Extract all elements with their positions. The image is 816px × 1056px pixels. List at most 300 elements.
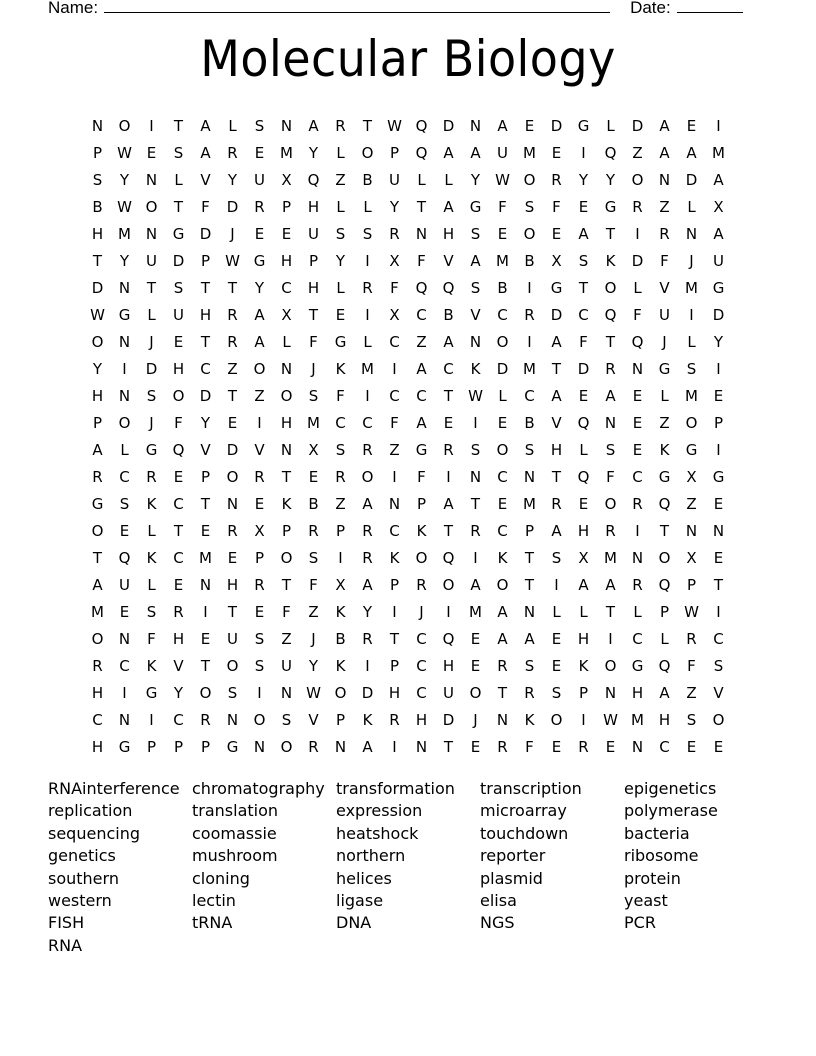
grid-letter[interactable]: E	[686, 738, 697, 756]
grid-letter[interactable]: I	[257, 684, 262, 702]
grid-letter[interactable]: R	[443, 441, 454, 459]
name-field[interactable]	[104, 0, 610, 13]
grid-letter[interactable]: H	[442, 225, 455, 243]
grid-letter[interactable]: E	[713, 495, 724, 513]
grid-letter[interactable]: H	[577, 630, 590, 648]
grid-letter[interactable]: A	[470, 144, 481, 162]
grid-letter[interactable]: T	[281, 576, 292, 594]
grid-letter[interactable]: B	[497, 279, 508, 297]
grid-letter[interactable]: A	[254, 333, 265, 351]
grid-letter[interactable]: V	[173, 657, 184, 675]
grid-letter[interactable]: W	[306, 684, 321, 702]
grid-letter[interactable]: I	[554, 576, 559, 594]
grid-letter[interactable]: N	[658, 171, 671, 189]
grid-letter[interactable]: C	[119, 468, 130, 486]
grid-letter[interactable]: N	[145, 171, 158, 189]
grid-letter[interactable]: O	[334, 684, 347, 702]
grid-letter[interactable]: T	[173, 117, 184, 135]
grid-letter[interactable]: N	[604, 414, 617, 432]
grid-letter[interactable]: O	[361, 144, 374, 162]
grid-letter[interactable]: R	[497, 738, 508, 756]
grid-letter[interactable]: I	[392, 603, 397, 621]
grid-letter[interactable]: A	[524, 630, 535, 648]
grid-letter[interactable]: X	[551, 252, 562, 270]
grid-letter[interactable]: O	[442, 576, 455, 594]
grid-letter[interactable]: P	[713, 414, 724, 432]
grid-letter[interactable]: Y	[254, 279, 265, 297]
grid-letter[interactable]: U	[146, 252, 157, 270]
grid-letter[interactable]: C	[659, 738, 670, 756]
grid-letter[interactable]: O	[604, 495, 617, 513]
grid-letter[interactable]: Z	[281, 630, 292, 648]
grid-letter[interactable]: J	[662, 333, 667, 351]
grid-letter[interactable]: L	[660, 630, 669, 648]
grid-letter[interactable]: A	[551, 387, 562, 405]
grid-letter[interactable]: R	[605, 522, 616, 540]
grid-letter[interactable]: P	[686, 576, 697, 594]
grid-letter[interactable]: P	[335, 711, 346, 729]
grid-letter[interactable]: E	[470, 630, 481, 648]
grid-letter[interactable]: M	[280, 144, 293, 162]
grid-letter[interactable]: V	[200, 441, 211, 459]
grid-letter[interactable]: T	[470, 495, 481, 513]
grid-letter[interactable]: C	[632, 630, 643, 648]
grid-letter[interactable]: F	[309, 576, 318, 594]
grid-letter[interactable]: I	[473, 414, 478, 432]
grid-letter[interactable]: A	[443, 144, 454, 162]
grid-letter[interactable]: L	[687, 333, 696, 351]
grid-letter[interactable]: O	[253, 360, 266, 378]
grid-letter[interactable]: L	[174, 171, 183, 189]
grid-letter[interactable]: C	[389, 387, 400, 405]
grid-letter[interactable]: D	[172, 252, 185, 270]
grid-letter[interactable]: C	[578, 306, 589, 324]
grid-letter[interactable]: H	[226, 576, 239, 594]
grid-letter[interactable]: T	[227, 387, 238, 405]
grid-letter[interactable]: H	[631, 684, 644, 702]
grid-letter[interactable]: S	[470, 225, 481, 243]
grid-letter[interactable]: W	[468, 387, 483, 405]
grid-letter[interactable]: W	[603, 711, 618, 729]
grid-letter[interactable]: I	[716, 117, 721, 135]
grid-letter[interactable]: Q	[658, 657, 671, 675]
grid-letter[interactable]: L	[660, 387, 669, 405]
grid-letter[interactable]: P	[416, 495, 427, 513]
grid-letter[interactable]: P	[389, 657, 400, 675]
grid-letter[interactable]: B	[362, 171, 373, 189]
grid-letter[interactable]: K	[416, 522, 427, 540]
grid-letter[interactable]: L	[120, 441, 129, 459]
grid-letter[interactable]: I	[581, 711, 586, 729]
grid-letter[interactable]: C	[497, 522, 508, 540]
grid-letter[interactable]: R	[227, 144, 238, 162]
grid-letter[interactable]: J	[311, 630, 316, 648]
grid-letter[interactable]: G	[712, 468, 725, 486]
grid-letter[interactable]: R	[389, 711, 400, 729]
grid-letter[interactable]: D	[199, 387, 212, 405]
grid-letter[interactable]: H	[91, 387, 104, 405]
grid-letter[interactable]: L	[606, 117, 615, 135]
grid-letter[interactable]: Y	[470, 171, 481, 189]
grid-letter[interactable]: S	[308, 549, 319, 567]
grid-letter[interactable]: A	[497, 603, 508, 621]
grid-letter[interactable]: S	[362, 225, 373, 243]
grid-letter[interactable]: N	[604, 684, 617, 702]
grid-letter[interactable]: A	[659, 684, 670, 702]
grid-letter[interactable]: K	[146, 495, 157, 513]
grid-letter[interactable]: N	[523, 603, 536, 621]
grid-letter[interactable]: N	[685, 225, 698, 243]
grid-letter[interactable]: O	[91, 522, 104, 540]
grid-letter[interactable]: G	[712, 279, 725, 297]
grid-letter[interactable]: K	[578, 657, 589, 675]
grid-letter[interactable]: M	[685, 279, 698, 297]
grid-letter[interactable]: Q	[604, 306, 617, 324]
grid-letter[interactable]: K	[281, 495, 292, 513]
grid-letter[interactable]: K	[389, 549, 400, 567]
grid-letter[interactable]: A	[497, 117, 508, 135]
grid-letter[interactable]: I	[149, 711, 154, 729]
grid-letter[interactable]: G	[91, 495, 104, 513]
grid-letter[interactable]: I	[716, 360, 721, 378]
grid-letter[interactable]: O	[361, 468, 374, 486]
grid-letter[interactable]: L	[147, 522, 156, 540]
grid-letter[interactable]: C	[389, 522, 400, 540]
grid-letter[interactable]: Q	[658, 576, 671, 594]
grid-letter[interactable]: S	[173, 144, 184, 162]
grid-letter[interactable]: L	[228, 117, 237, 135]
grid-letter[interactable]: N	[145, 225, 158, 243]
word-search-grid[interactable]	[84, 113, 732, 761]
grid-letter[interactable]: R	[146, 468, 157, 486]
grid-letter[interactable]: B	[443, 306, 454, 324]
grid-letter[interactable]: A	[200, 117, 211, 135]
grid-letter[interactable]: T	[389, 630, 400, 648]
grid-letter[interactable]: O	[523, 225, 536, 243]
grid-letter[interactable]: L	[336, 279, 345, 297]
grid-letter[interactable]: A	[443, 198, 454, 216]
grid-letter[interactable]: U	[281, 657, 292, 675]
grid-letter[interactable]: X	[281, 171, 292, 189]
grid-letter[interactable]: O	[658, 549, 671, 567]
grid-letter[interactable]: S	[686, 711, 697, 729]
grid-letter[interactable]: M	[91, 603, 104, 621]
grid-letter[interactable]: G	[658, 360, 671, 378]
grid-letter[interactable]: W	[117, 144, 132, 162]
grid-letter[interactable]: O	[91, 630, 104, 648]
grid-letter[interactable]: Y	[308, 144, 319, 162]
grid-letter[interactable]: O	[280, 549, 293, 567]
grid-letter[interactable]: C	[524, 387, 535, 405]
grid-letter[interactable]: U	[119, 576, 130, 594]
grid-letter[interactable]: E	[551, 657, 562, 675]
grid-letter[interactable]: F	[687, 657, 696, 675]
grid-letter[interactable]: C	[281, 279, 292, 297]
grid-letter[interactable]: D	[631, 252, 644, 270]
grid-letter[interactable]: E	[632, 387, 643, 405]
grid-letter[interactable]: S	[686, 360, 697, 378]
grid-letter[interactable]: N	[226, 711, 239, 729]
grid-letter[interactable]: A	[686, 144, 697, 162]
grid-letter[interactable]: A	[443, 333, 454, 351]
grid-letter[interactable]: F	[390, 414, 399, 432]
grid-letter[interactable]: R	[92, 468, 103, 486]
grid-letter[interactable]: V	[254, 441, 265, 459]
grid-letter[interactable]: T	[362, 117, 373, 135]
grid-letter[interactable]: A	[497, 630, 508, 648]
grid-letter[interactable]: R	[659, 225, 670, 243]
grid-letter[interactable]: A	[551, 522, 562, 540]
grid-letter[interactable]: D	[712, 306, 725, 324]
grid-letter[interactable]: E	[551, 630, 562, 648]
grid-letter[interactable]: R	[524, 306, 535, 324]
grid-letter[interactable]: N	[118, 711, 131, 729]
grid-letter[interactable]: N	[226, 495, 239, 513]
grid-letter[interactable]: N	[469, 117, 482, 135]
grid-letter[interactable]: Y	[362, 603, 373, 621]
grid-letter[interactable]: R	[578, 738, 589, 756]
grid-letter[interactable]: S	[227, 684, 238, 702]
grid-letter[interactable]: C	[713, 630, 724, 648]
grid-letter[interactable]: E	[497, 414, 508, 432]
grid-letter[interactable]: R	[362, 441, 373, 459]
grid-letter[interactable]: O	[226, 468, 239, 486]
grid-letter[interactable]: T	[146, 279, 157, 297]
grid-letter[interactable]: C	[416, 387, 427, 405]
grid-letter[interactable]: F	[660, 252, 669, 270]
grid-letter[interactable]: R	[605, 360, 616, 378]
grid-letter[interactable]: L	[282, 333, 291, 351]
grid-letter[interactable]: H	[442, 657, 455, 675]
grid-letter[interactable]: N	[631, 549, 644, 567]
grid-letter[interactable]: T	[227, 279, 238, 297]
grid-letter[interactable]: X	[335, 576, 346, 594]
grid-letter[interactable]: O	[712, 711, 725, 729]
grid-letter[interactable]: R	[227, 306, 238, 324]
grid-letter[interactable]: S	[146, 387, 157, 405]
grid-letter[interactable]: W	[117, 198, 132, 216]
grid-letter[interactable]: H	[91, 684, 104, 702]
grid-letter[interactable]: O	[496, 441, 509, 459]
grid-letter[interactable]: F	[552, 198, 561, 216]
grid-letter[interactable]: Y	[227, 171, 238, 189]
grid-letter[interactable]: O	[280, 738, 293, 756]
grid-letter[interactable]: C	[389, 333, 400, 351]
grid-letter[interactable]: N	[523, 468, 536, 486]
grid-letter[interactable]: Z	[308, 603, 319, 621]
grid-letter[interactable]: K	[497, 549, 508, 567]
grid-letter[interactable]: N	[118, 387, 131, 405]
grid-letter[interactable]: H	[172, 360, 185, 378]
grid-letter[interactable]: O	[145, 198, 158, 216]
grid-letter[interactable]: M	[712, 144, 725, 162]
grid-letter[interactable]: R	[308, 738, 319, 756]
grid-letter[interactable]: C	[416, 630, 427, 648]
grid-letter[interactable]: C	[416, 684, 427, 702]
grid-letter[interactable]: X	[254, 522, 265, 540]
grid-letter[interactable]: P	[389, 576, 400, 594]
grid-letter[interactable]: E	[173, 468, 184, 486]
grid-letter[interactable]: T	[524, 576, 535, 594]
grid-letter[interactable]: A	[551, 333, 562, 351]
grid-letter[interactable]: D	[685, 171, 698, 189]
grid-letter[interactable]: P	[578, 684, 589, 702]
grid-letter[interactable]: S	[308, 387, 319, 405]
grid-letter[interactable]: Z	[389, 441, 400, 459]
grid-letter[interactable]: O	[226, 657, 239, 675]
grid-letter[interactable]: N	[415, 225, 428, 243]
grid-letter[interactable]: Z	[686, 495, 697, 513]
grid-letter[interactable]: T	[92, 252, 103, 270]
grid-letter[interactable]: I	[527, 279, 532, 297]
grid-letter[interactable]: M	[685, 387, 698, 405]
grid-letter[interactable]: O	[631, 171, 644, 189]
grid-letter[interactable]: D	[442, 117, 455, 135]
grid-letter[interactable]: L	[363, 333, 372, 351]
grid-letter[interactable]: A	[713, 171, 724, 189]
grid-letter[interactable]: V	[308, 711, 319, 729]
grid-letter[interactable]: V	[551, 414, 562, 432]
grid-letter[interactable]: C	[335, 414, 346, 432]
grid-letter[interactable]: I	[473, 549, 478, 567]
grid-letter[interactable]: Z	[686, 684, 697, 702]
grid-letter[interactable]: L	[633, 603, 642, 621]
grid-letter[interactable]: T	[524, 549, 535, 567]
grid-letter[interactable]: R	[335, 117, 346, 135]
grid-letter[interactable]: T	[92, 549, 103, 567]
grid-letter[interactable]: T	[443, 522, 454, 540]
grid-letter[interactable]: A	[470, 252, 481, 270]
grid-letter[interactable]: E	[119, 522, 130, 540]
grid-letter[interactable]: L	[336, 144, 345, 162]
grid-letter[interactable]: R	[362, 279, 373, 297]
grid-letter[interactable]: H	[577, 522, 590, 540]
grid-letter[interactable]: O	[469, 684, 482, 702]
grid-letter[interactable]: I	[581, 144, 586, 162]
grid-letter[interactable]: L	[417, 171, 426, 189]
grid-letter[interactable]: U	[497, 144, 508, 162]
grid-letter[interactable]: X	[578, 549, 589, 567]
grid-letter[interactable]: B	[524, 252, 535, 270]
grid-letter[interactable]: M	[523, 360, 536, 378]
grid-letter[interactable]: E	[497, 495, 508, 513]
grid-letter[interactable]: T	[605, 225, 616, 243]
grid-letter[interactable]: N	[469, 333, 482, 351]
grid-letter[interactable]: N	[388, 495, 401, 513]
grid-letter[interactable]: M	[523, 495, 536, 513]
grid-letter[interactable]: H	[550, 441, 563, 459]
grid-letter[interactable]: I	[365, 252, 370, 270]
grid-letter[interactable]: B	[335, 630, 346, 648]
grid-letter[interactable]: R	[524, 684, 535, 702]
grid-letter[interactable]: R	[497, 657, 508, 675]
grid-letter[interactable]: I	[635, 225, 640, 243]
grid-letter[interactable]: G	[577, 117, 590, 135]
grid-letter[interactable]: N	[631, 738, 644, 756]
grid-letter[interactable]: D	[226, 441, 239, 459]
grid-letter[interactable]: X	[713, 198, 724, 216]
grid-letter[interactable]: S	[335, 441, 346, 459]
grid-letter[interactable]: D	[91, 279, 104, 297]
grid-letter[interactable]: R	[389, 225, 400, 243]
grid-letter[interactable]: I	[365, 306, 370, 324]
grid-letter[interactable]: K	[335, 360, 346, 378]
grid-letter[interactable]: A	[443, 495, 454, 513]
grid-letter[interactable]: W	[225, 252, 240, 270]
grid-letter[interactable]: S	[92, 171, 103, 189]
grid-letter[interactable]: Q	[577, 468, 590, 486]
grid-letter[interactable]: I	[446, 468, 451, 486]
grid-letter[interactable]: T	[443, 387, 454, 405]
grid-letter[interactable]: L	[687, 198, 696, 216]
grid-letter[interactable]: U	[443, 684, 454, 702]
grid-letter[interactable]: L	[363, 198, 372, 216]
grid-letter[interactable]: T	[200, 333, 211, 351]
grid-letter[interactable]: M	[604, 549, 617, 567]
grid-letter[interactable]: N	[118, 630, 131, 648]
grid-letter[interactable]: Z	[659, 198, 670, 216]
grid-letter[interactable]: U	[227, 630, 238, 648]
grid-letter[interactable]: E	[578, 387, 589, 405]
grid-letter[interactable]: W	[90, 306, 105, 324]
grid-letter[interactable]: R	[551, 495, 562, 513]
grid-letter[interactable]: Z	[335, 171, 346, 189]
grid-letter[interactable]: E	[551, 225, 562, 243]
grid-letter[interactable]: D	[496, 360, 509, 378]
grid-letter[interactable]: S	[551, 684, 562, 702]
grid-letter[interactable]: J	[230, 225, 235, 243]
grid-letter[interactable]: H	[307, 198, 320, 216]
grid-letter[interactable]: D	[199, 225, 212, 243]
grid-letter[interactable]: O	[496, 576, 509, 594]
grid-letter[interactable]: F	[147, 630, 156, 648]
grid-letter[interactable]: E	[173, 333, 184, 351]
grid-letter[interactable]: V	[443, 252, 454, 270]
grid-letter[interactable]: Q	[442, 279, 455, 297]
grid-letter[interactable]: Q	[415, 144, 428, 162]
grid-letter[interactable]: O	[415, 549, 428, 567]
grid-letter[interactable]: A	[362, 495, 373, 513]
grid-letter[interactable]: S	[254, 117, 265, 135]
grid-letter[interactable]: G	[253, 252, 266, 270]
grid-letter[interactable]: Q	[631, 333, 644, 351]
grid-letter[interactable]: X	[308, 441, 319, 459]
grid-letter[interactable]: I	[716, 603, 721, 621]
grid-letter[interactable]: A	[308, 117, 319, 135]
grid-letter[interactable]: G	[226, 738, 239, 756]
grid-letter[interactable]: K	[362, 711, 373, 729]
grid-letter[interactable]: Y	[713, 333, 724, 351]
grid-letter[interactable]: R	[551, 171, 562, 189]
grid-letter[interactable]: S	[524, 198, 535, 216]
grid-letter[interactable]: N	[469, 468, 482, 486]
grid-letter[interactable]: V	[659, 279, 670, 297]
grid-letter[interactable]: I	[392, 360, 397, 378]
grid-letter[interactable]: H	[307, 279, 320, 297]
grid-letter[interactable]: Y	[605, 171, 616, 189]
grid-letter[interactable]: Z	[227, 360, 238, 378]
grid-letter[interactable]: S	[578, 252, 589, 270]
grid-letter[interactable]: E	[524, 117, 535, 135]
grid-letter[interactable]: T	[173, 198, 184, 216]
grid-letter[interactable]: Q	[658, 495, 671, 513]
grid-letter[interactable]: F	[633, 306, 642, 324]
grid-letter[interactable]: O	[118, 414, 131, 432]
grid-letter[interactable]: R	[254, 468, 265, 486]
grid-letter[interactable]: B	[524, 414, 535, 432]
grid-letter[interactable]: A	[92, 576, 103, 594]
grid-letter[interactable]: S	[470, 279, 481, 297]
